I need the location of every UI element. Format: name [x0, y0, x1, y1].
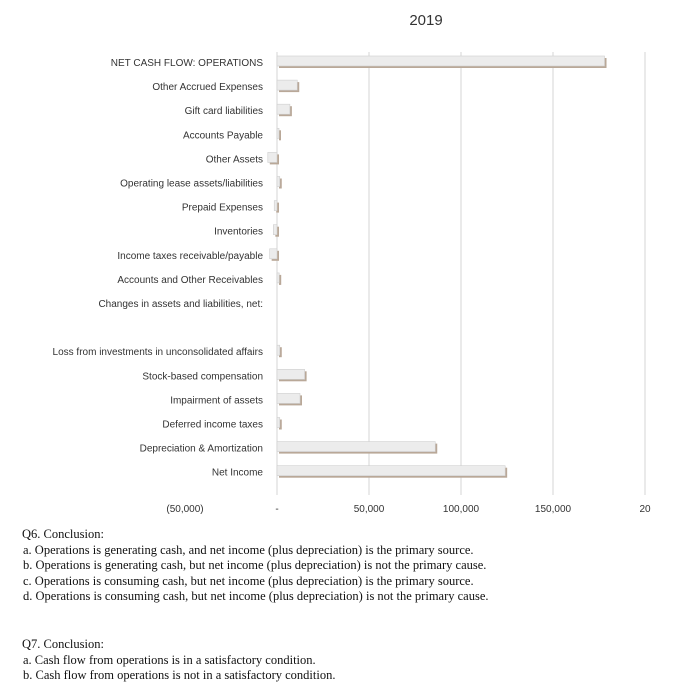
question-6-option-d[interactable]: d. Operations is consuming cash, but net income (plus depreciation) is not the primary cause. [23, 589, 489, 603]
category-label: Income taxes receivable/payable [117, 250, 263, 262]
category-labels [53, 58, 264, 479]
category-label: Accounts and Other Receivables [117, 274, 263, 286]
category-label: NET CASH FLOW: OPERATIONS [110, 58, 263, 69]
question-7-option-a[interactable]: a. Cash flow from operations is in a satisfactory condition. [23, 652, 316, 667]
question-7 [22, 637, 335, 684]
category-label: Stock-based compensation [142, 371, 263, 383]
tick-label: - [275, 504, 279, 515]
question-6-title: Q6. Conclusion: [22, 527, 104, 541]
bar [277, 466, 505, 476]
question-7-option-b[interactable]: b. Cash flow from operations is not in a satisfactory condition. [23, 668, 336, 682]
question-6-option-a[interactable]: a. Operations is generating cash, and net income (plus depreciation) is the primary source. [23, 542, 474, 557]
chart-title: 2019 [409, 12, 443, 29]
bar [277, 273, 279, 283]
category-label: Inventories [214, 226, 263, 238]
category-label: Depreciation & Amortization [139, 443, 263, 455]
bar [274, 201, 277, 211]
category-label: Loss from investments in unconsolidated affairs [52, 347, 263, 359]
question-6 [22, 527, 489, 605]
tick-label: 20 [639, 504, 651, 515]
bar [277, 418, 280, 428]
category-label: Net Income [211, 467, 263, 479]
category-label: Gift card liabilities [184, 106, 263, 118]
bar [277, 442, 435, 452]
category-label: Changes in assets and liabilities, net: [98, 299, 263, 310]
tick-label: 100,000 [442, 504, 480, 515]
category-label: Deferred income taxes [162, 419, 263, 431]
tick-label: 50,000 [353, 504, 385, 515]
bar [277, 393, 300, 403]
x-axis-ticks [166, 504, 651, 515]
bar [277, 104, 290, 114]
bar [277, 56, 605, 66]
bar [277, 80, 297, 90]
bar [277, 128, 279, 138]
bar [273, 225, 277, 235]
category-label: Impairment of assets [170, 395, 263, 407]
bar [268, 152, 277, 162]
bars [268, 56, 607, 478]
bar [277, 369, 305, 379]
question-6-option-c[interactable]: c. Operations is consuming cash, but net income (plus depreciation) is the primary source. [23, 573, 474, 588]
tick-label: 150,000 [534, 504, 572, 515]
bar [277, 177, 280, 187]
category-label: Prepaid Expenses [181, 202, 263, 214]
bar [270, 249, 277, 259]
bar [277, 345, 280, 355]
tick-label: (50,000) [166, 504, 204, 515]
category-label: Operating lease assets/liabilities [120, 178, 263, 190]
category-label: Other Accrued Expenses [152, 82, 263, 94]
category-label: Other Assets [205, 154, 263, 166]
question-7-title: Q7. Conclusion: [22, 637, 104, 651]
question-6-option-b[interactable]: b. Operations is generating cash, but net income (plus depreciation) is not the primary cause. [23, 558, 487, 572]
gridlines [277, 52, 645, 495]
category-label: Accounts Payable [182, 130, 263, 142]
